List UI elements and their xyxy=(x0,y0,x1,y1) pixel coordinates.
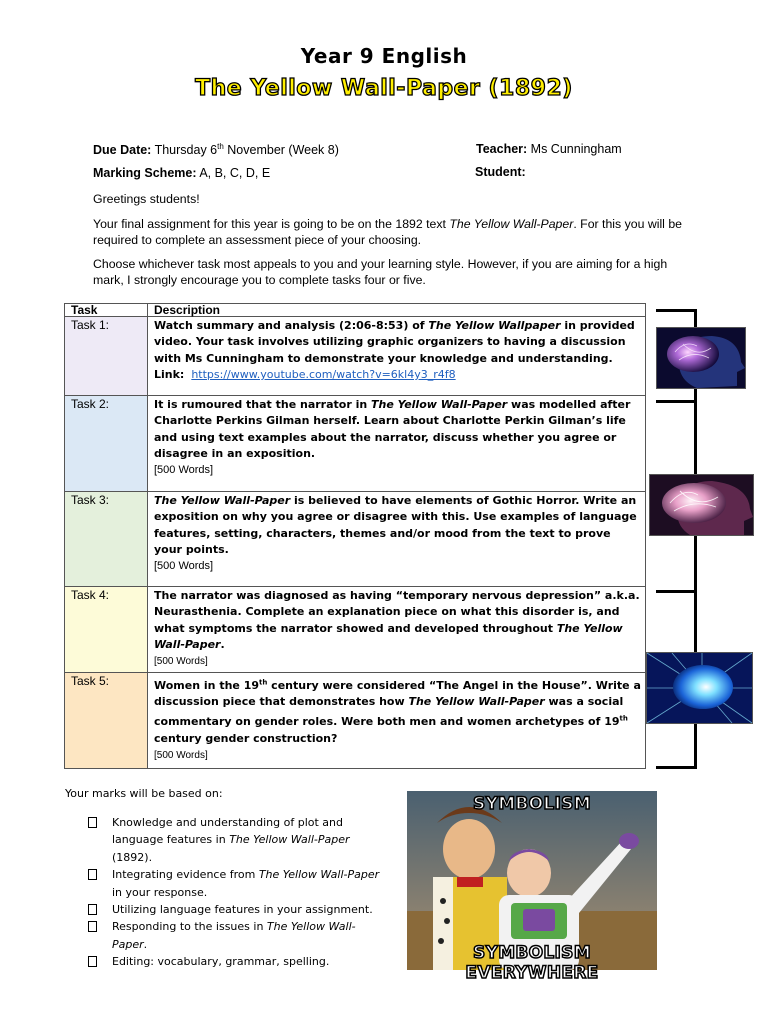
checkbox-icon xyxy=(88,817,97,828)
meme-top-text: SYMBOLISM xyxy=(473,794,591,814)
marking-scheme-value: A, B, C, D, E xyxy=(199,166,271,180)
task-label: Task 3: xyxy=(65,492,148,587)
task-description: Watch summary and analysis (2:06-8:53) of The Yellow Wallpaper in provided video. Your task involves utilizing graphic organizers to having a discussion with Ms Cunningham to demonstrate your knowledge and understanding. Link: https://www.youtube.com/watch?v=6kl4y3_r4f8 xyxy=(148,317,646,396)
meme-bottom-text: SYMBOLISM EVERYWHERE xyxy=(465,943,599,983)
header-description: Description xyxy=(148,304,646,317)
glowing-brain-icon xyxy=(646,652,753,724)
teacher-value: Ms Cunningham xyxy=(530,142,622,156)
glowing-brain-icon xyxy=(649,474,754,536)
task-description: The narrator was diagnosed as having “temporary nervous depression” a.k.a. Neurasthenia. Complete an explanation piece on what this disorder is, and what symptoms the narrator showed and developed throughout The Yellow Wall-Paper. [500 Words] xyxy=(148,587,646,673)
due-date-value: Thursday 6th November (Week 8) xyxy=(154,142,339,158)
task-label: Task 2: xyxy=(65,396,148,492)
list-item: Utilizing language features in your assignment. xyxy=(88,901,388,918)
word-count: [500 Words] xyxy=(154,464,214,477)
due-date xyxy=(93,142,339,157)
page-title: Year 9 English xyxy=(300,44,468,68)
link-label: Link: xyxy=(154,367,185,381)
word-count: [500 Words] xyxy=(154,749,208,761)
bracket-tick xyxy=(656,766,696,769)
teacher xyxy=(476,142,622,156)
header-task: Task xyxy=(65,304,148,317)
teacher-label: Teacher: xyxy=(476,142,528,156)
marking-scheme xyxy=(93,166,270,180)
word-count: [500 Words] xyxy=(154,560,214,573)
video-link[interactable]: https://www.youtube.com/watch?v=6kl4y3_r4f8 xyxy=(191,367,456,381)
symbolism-meme xyxy=(407,791,657,983)
checkbox-icon xyxy=(88,904,97,915)
marks-list xyxy=(88,814,388,971)
bracket-tick xyxy=(656,309,696,312)
task-description: The Yellow Wall-Paper is believed to have elements of Gothic Horror. Write an exposition on why you agree or disagree with this. Use examples of language features, setting, characters, themes and/or mood from the text to prove your points. [500 Words] xyxy=(148,492,646,587)
intro-paragraph-2: Choose whichever task most appeals to you and your learning style. However, if you are aiming for a high mark, I strongly encourage you to complete tasks four or five. xyxy=(93,257,668,287)
list-item: Integrating evidence from The Yellow Wall-Paper in your response. xyxy=(88,866,388,901)
checkbox-icon xyxy=(88,956,97,967)
bracket-tick xyxy=(656,400,696,403)
greeting: Greetings students! xyxy=(93,192,200,206)
task-label: Task 4: xyxy=(65,587,148,673)
table-row xyxy=(65,587,646,673)
table-row xyxy=(65,317,646,396)
bracket-tick xyxy=(656,590,696,593)
table-row xyxy=(65,396,646,492)
checkbox-icon xyxy=(88,921,97,932)
task-table xyxy=(64,303,646,769)
intro-paragraph-1: Your final assignment for this year is going to be on the 1892 text The Yellow Wall-Paper. For this you will be required to complete an assessment piece of your choosing. xyxy=(93,217,683,247)
list-item: Editing: vocabulary, grammar, spelling. xyxy=(88,953,388,970)
task-description: It is rumoured that the narrator in The Yellow Wall-Paper was modelled after Charlotte Perkins Gilman herself. Learn about Charlotte Perkin Gilman’s life and using text examples about the narrator, discuss whether you agree or disagree in an exposition. [500 Words] xyxy=(148,396,646,492)
task-description: Women in the 19th century were considered “The Angel in the House”. Write a discussion piece that demonstrates how The Yellow Wall-Paper was a social commentary on gender roles. Were both men and women archetypes of 19th century gender construction? [500 Words] xyxy=(148,673,646,769)
word-count: [500 Words] xyxy=(154,656,208,668)
page-subtitle: The Yellow Wall-Paper (1892) xyxy=(195,76,573,101)
task-label: Task 5: xyxy=(65,673,148,769)
student-label: Student: xyxy=(475,165,526,179)
marks-title: Your marks will be based on: xyxy=(65,787,223,800)
glowing-brain-icon xyxy=(656,327,746,389)
task-label: Task 1: xyxy=(65,317,148,396)
table-row xyxy=(65,492,646,587)
checkbox-icon xyxy=(88,869,97,880)
table-header-row xyxy=(65,304,646,317)
list-item: Knowledge and understanding of plot and language features in The Yellow Wall-Paper (1892). xyxy=(88,814,388,866)
list-item: Responding to the issues in The Yellow Wall-Paper. xyxy=(88,918,388,953)
table-row xyxy=(65,673,646,769)
due-date-label: Due Date: xyxy=(93,143,152,158)
student xyxy=(475,165,526,179)
marking-scheme-label: Marking Scheme: xyxy=(93,166,197,180)
